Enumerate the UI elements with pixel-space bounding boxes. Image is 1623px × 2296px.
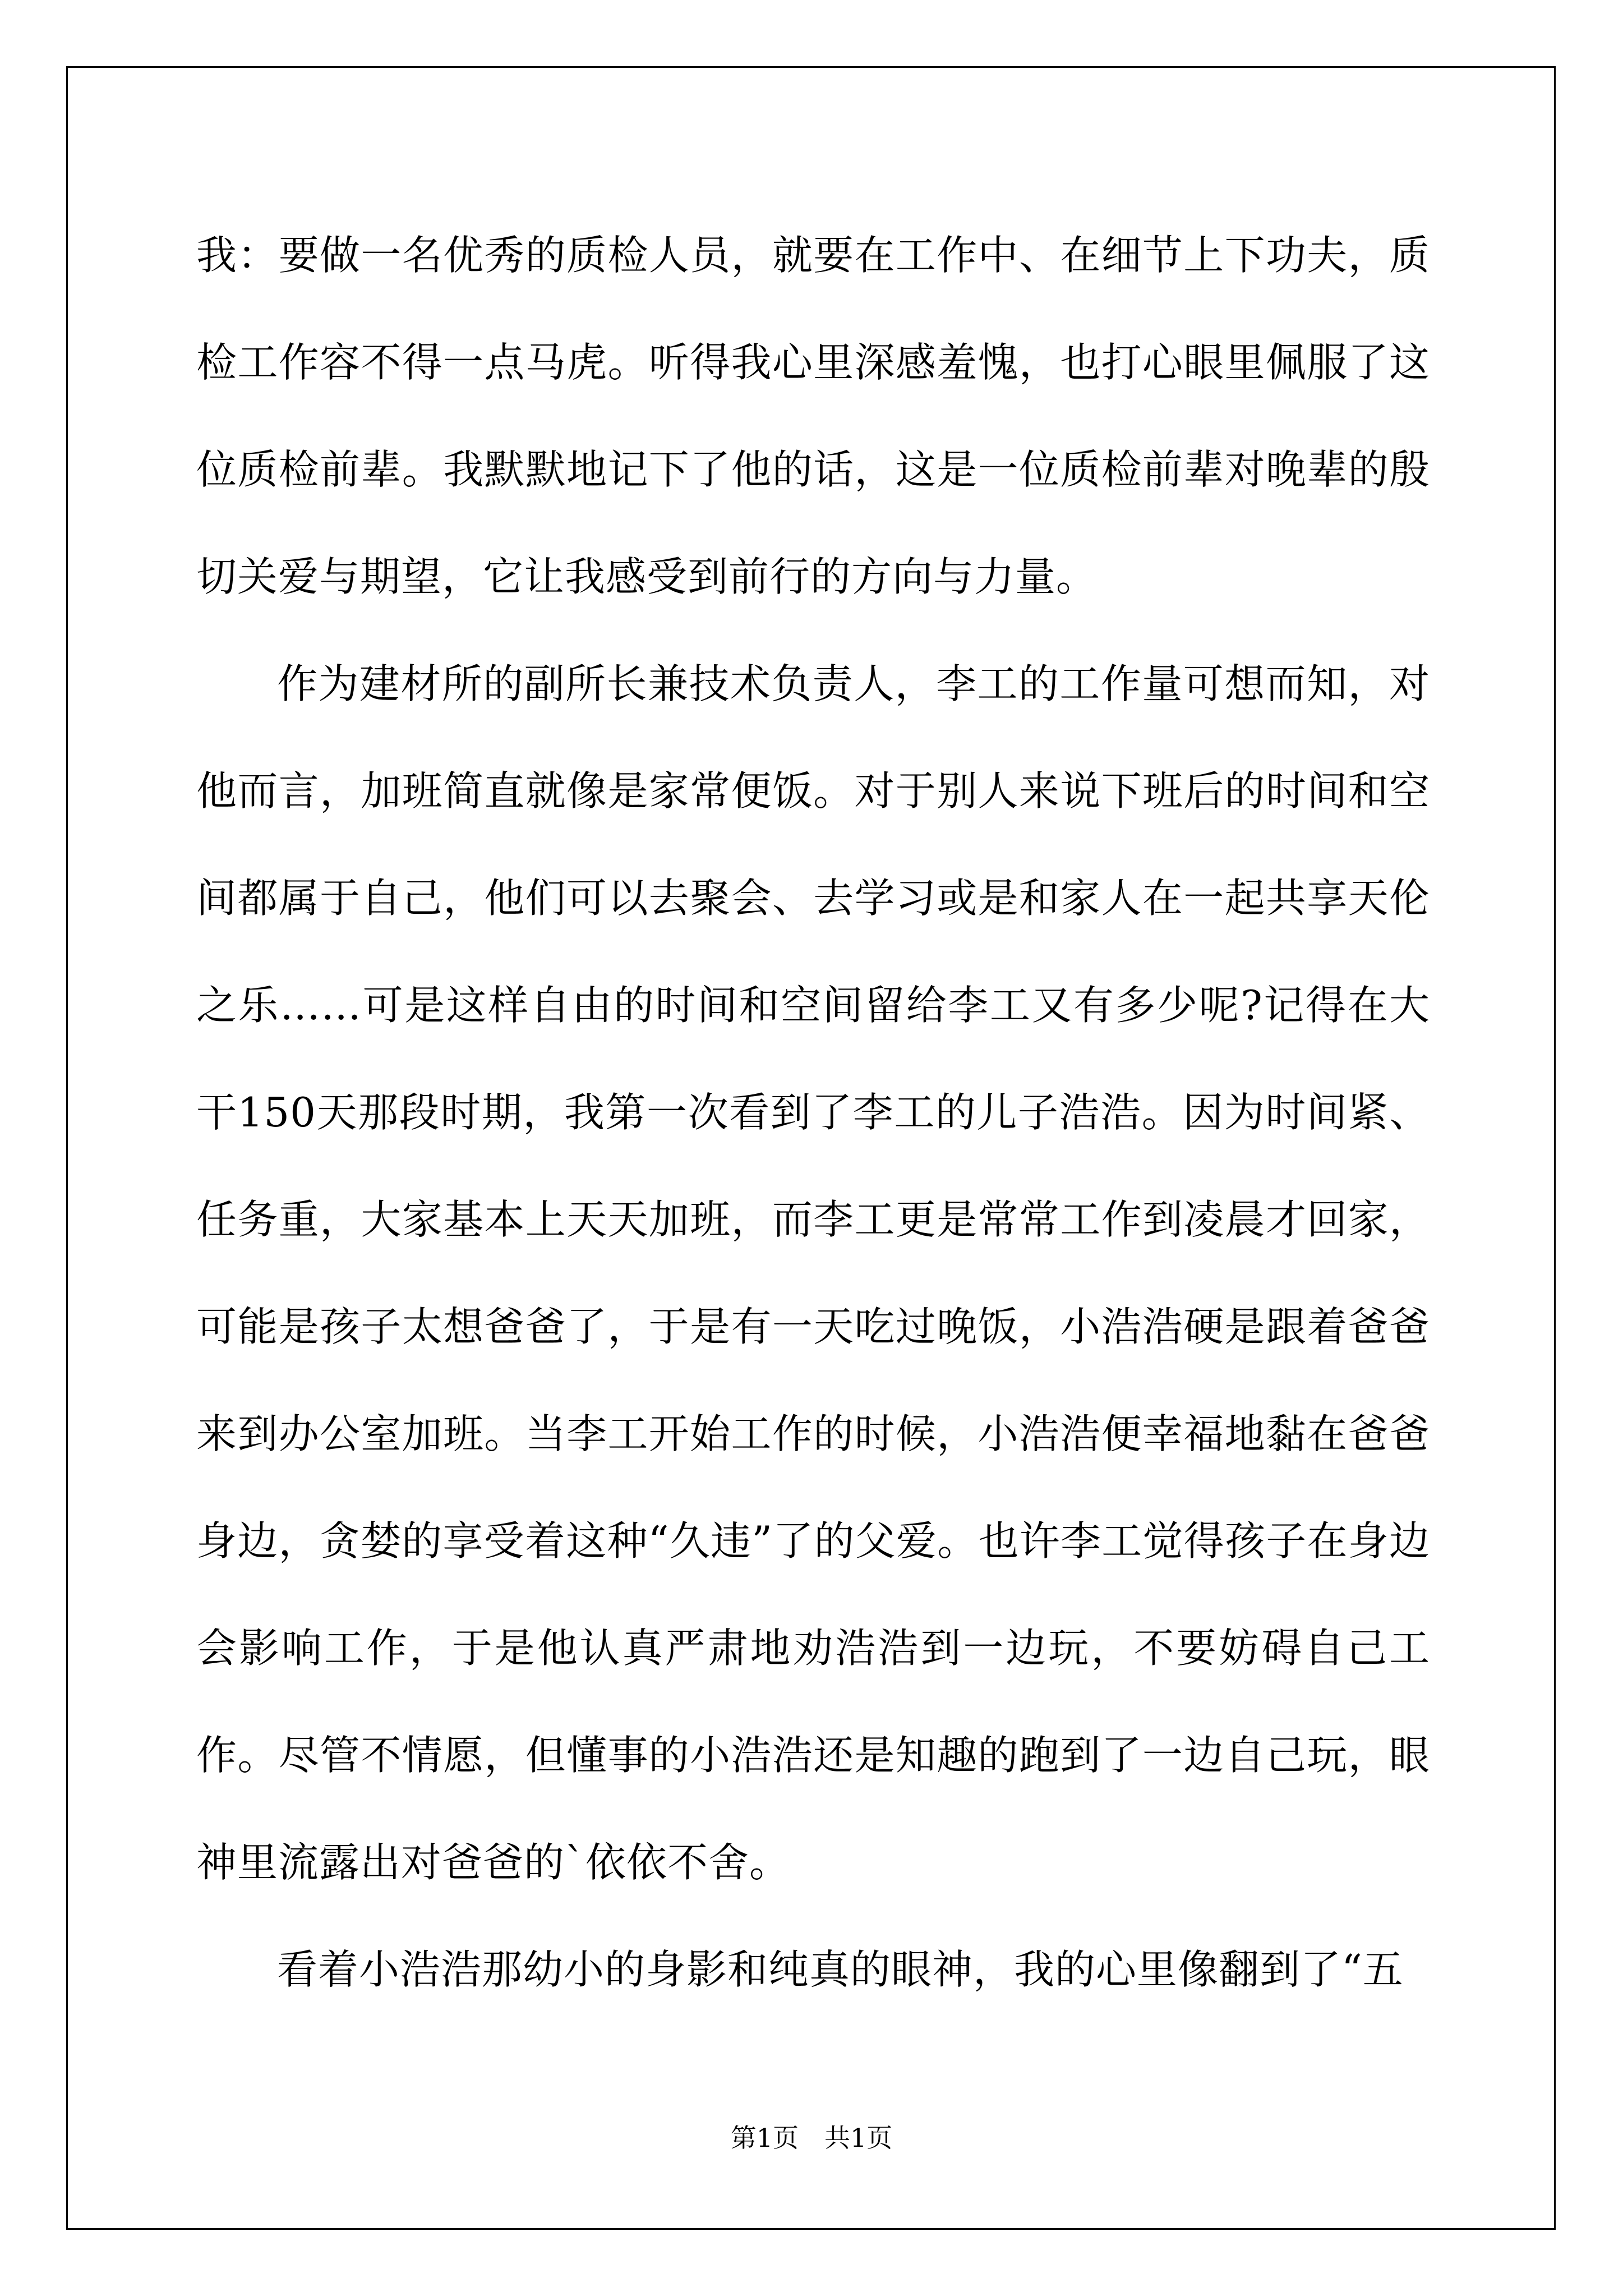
page-footer: 第1页 共1页 [730,2123,893,2153]
paragraph-3: 看着小浩浩那幼小的身影和纯真的眼神，我的心里像翻到了“五 [277,1946,1404,1993]
paragraph-2: 作为建材所的副所长兼技术负责人，李工的工作量可想而知，对他而言，加班简直就像是家常便饭。对于别人来说下班后的时间和空间都属于自己，他们可以去聚会、去学习或是和家人在一起共享天伦之乐……可是这样自由的时间和空间留给李工又有多少呢?记得在大干150天那段时期，我第一次看到了李工的儿子浩浩。因为时间紧、任务重，大家基本上天天加班，而李工更是常常工作到凌晨才回家，可能是孩子太想爸爸了，于是有一天吃过晚饭，小浩浩硬是跟着爸爸来到办公室加班。当李工开始工作的时候，小浩浩便幸福地黏在爸爸身边，贪婪的享受着这种“久违”了的父爱。也许李工觉得孩子在身边会影响工作，于是他认真严肃地劝浩浩到一边玩，不要妨碍自己工作。尽管不情愿，但懂事的小浩浩还是知趣的跑到了一边自己玩，眼神里流露出对爸爸的`依依不舍。 [196,660,1430,1886]
document-body [196,202,1430,2023]
paragraph-1: 我：要做一名优秀的质检人员，就要在工作中、在细节上下功夫，质检工作容不得一点马虎。听得我心里深感羞愧，也打心眼里佩服了这位质检前辈。我默默地记下了他的话，这是一位质检前辈对晚辈的殷切关爱与期望，它让我感受到前行的方向与力量。 [196,232,1430,600]
